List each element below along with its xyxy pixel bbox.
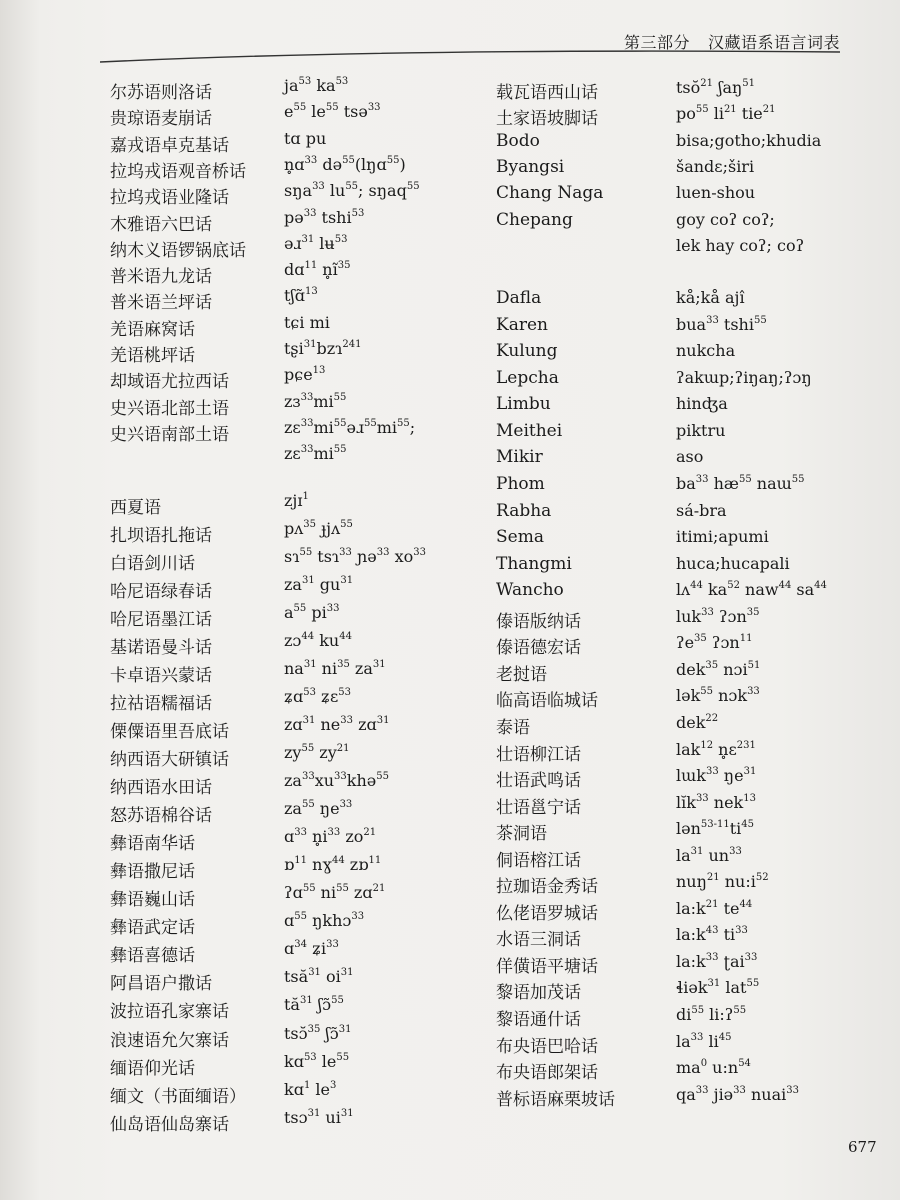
language-name: Wancho <box>496 580 564 601</box>
language-name: 傣语版纳话 <box>496 611 581 632</box>
language-name: 拉珈语金秀话 <box>496 877 598 898</box>
word-form: itimi;apumi <box>676 527 769 547</box>
word-form: $zɜ^{33}mi^{55}$ <box>284 391 347 411</box>
language-name: 傣语德宏话 <box>496 638 581 659</box>
word-form: tɕi mi <box>284 312 330 332</box>
language-name: 拉坞戎语观音桥话 <box>110 161 246 182</box>
word-form: ɒ$^{11}$ nɣ$^{44}$ zɒ$^{11}$ <box>284 855 382 875</box>
word-form: $na^{31}$ $ni^{35}$ $za^{31}$ <box>284 658 386 678</box>
language-name: Bodo <box>496 130 540 151</box>
language-name: 普标语麻栗坡话 <box>496 1089 615 1110</box>
language-name: 阿昌语户撒话 <box>110 974 212 995</box>
language-name: Thangmi <box>496 553 572 574</box>
word-form: lĭk$^{33}$ nek$^{13}$ <box>676 792 756 812</box>
language-name: 布央语郎架话 <box>496 1063 598 1084</box>
word-form: $za^{33}xu^{33}khə^{55}$ <box>284 771 389 790</box>
language-name: 载瓦语西山话 <box>496 83 598 103</box>
language-name: Karen <box>496 314 548 335</box>
language-name: 白语剑川话 <box>110 553 195 574</box>
language-name: 缅文（书面缅语） <box>110 1086 246 1107</box>
word-form: ɑ$^{33}$ $n̥i^{33}$ $zo^{21}$ <box>284 827 377 847</box>
language-name: 纳西语水田话 <box>110 778 212 798</box>
word-form: $ja^{53}$ $ka^{53}$ <box>284 76 349 95</box>
language-name: 基诺语曼斗话 <box>110 637 212 658</box>
word-form: sŋa$^{33}$ $lu^{55}$; sŋaq$^{55}$ <box>284 181 420 201</box>
language-name: 老挝语 <box>496 664 547 685</box>
language-name: 缅语仰光话 <box>110 1058 195 1079</box>
language-name: 拉坞戎语业隆话 <box>110 188 229 209</box>
word-form: lɯk$^{33}$ $ŋe^{31}$ <box>676 766 757 785</box>
word-form: $za^{31}$ $gu^{31}$ <box>284 574 354 594</box>
word-form: ʔakɯp;ʔiŋaŋ;ʔɔŋ <box>676 367 812 387</box>
word-form: sɿ$^{55}$ tsɿ$^{33}$ ɲə$^{33}$ $xo^{33}$ <box>284 546 426 566</box>
word-form: $la:k^{43}$ $ti^{33}$ <box>676 925 748 945</box>
word-form: ʔɑ$^{55}$ $ni^{55}$ zɑ$^{21}$ <box>284 883 386 903</box>
word-form: tʂi$^{31}$bzɿ$^{241}$ <box>284 339 362 358</box>
language-name: 贵琼语麦崩话 <box>110 109 212 130</box>
language-name: 羌语桃坪话 <box>110 346 195 366</box>
word-form: bua$^{33}$ tshi$^{55}$ <box>676 314 767 334</box>
word-form: aso <box>676 447 704 467</box>
language-name: Mikir <box>496 447 543 468</box>
word-form: $la:k^{21}$ $te^{44}$ <box>676 898 753 918</box>
word-form: zjɪ$^1$ <box>284 490 309 510</box>
word-form: huca;hucapali <box>676 553 790 573</box>
language-name: 波拉语孔家寨话 <box>110 1002 229 1023</box>
language-name: 木雅语六巴话 <box>110 214 212 235</box>
word-form: tsă$^{31}$ $oi^{31}$ <box>284 967 354 987</box>
language-name: 羌语麻窝话 <box>110 319 195 340</box>
word-form: $lən^{53-11}ti^{45}$ <box>676 819 754 839</box>
language-name: 史兴语南部土语 <box>110 424 229 445</box>
language-name: 扎坝语扎拖话 <box>110 525 212 546</box>
language-name: 侗语榕江话 <box>496 850 581 871</box>
word-form: $la^{31}$ $un^{33}$ <box>676 845 742 865</box>
language-name: 西夏语 <box>110 497 161 518</box>
word-form: $la^{33}$ $li^{45}$ <box>676 1031 732 1051</box>
word-form: tɑ pu <box>284 128 327 148</box>
language-name: 黎语加茂话 <box>496 983 581 1004</box>
language-name: 彝语武定话 <box>110 918 195 939</box>
header-title: 汉藏语系语言词表 <box>707 33 840 52</box>
word-form: goy coʔ coʔ; <box>676 209 775 229</box>
language-name: 佯僙语平塘话 <box>496 956 598 977</box>
language-name: Kulung <box>496 341 558 362</box>
language-name: 彝语喜德话 <box>110 946 195 967</box>
language-name: 却域语尤拉西话 <box>110 372 229 393</box>
word-form: lək$^{55}$ nɔk$^{33}$ <box>676 686 760 706</box>
word-form: lʌ$^{44}$ $ka^{52}$ naw$^{44}$ $sa^{44}$ <box>676 580 827 600</box>
word-form: šandɛ;širi <box>676 156 755 176</box>
word-form: $e^{55}$ $le^{55}$ tsə$^{33}$ <box>284 102 381 122</box>
word-form: $la:k^{33}$ ʈai$^{33}$ <box>676 951 758 971</box>
language-name: 仫佬语罗城话 <box>496 903 598 924</box>
word-form: zɑ$^{31}$ $ne^{33}$ zɑ$^{31}$ <box>284 714 390 734</box>
word-form: bisa;gotho;khudia <box>676 130 822 150</box>
word-form: $qa^{33}$ jiə$^{33}$ nuai$^{33}$ <box>676 1084 799 1104</box>
word-form: ɑ$^{34}$ ʑi$^{33}$ <box>284 939 339 959</box>
word-form: n̥ɑ$^{33}$ də$^{55}$(lŋɑ$^{55}$) <box>284 154 406 174</box>
word-form: zɔ$^{44}$ $ku^{44}$ <box>284 630 352 650</box>
word-form: pʌ$^{35}$ ɟjʌ$^{55}$ <box>284 518 353 538</box>
word-form: lek hay coʔ; coʔ <box>676 235 805 255</box>
language-name: Limbu <box>496 394 551 415</box>
word-form: pə$^{33}$ tshi$^{53}$ <box>284 207 365 227</box>
word-form: ʑɑ$^{53}$ ʑɛ$^{53}$ <box>284 686 352 706</box>
word-form: $ba^{33}$ $hæ^{55}$ naɯ$^{55}$ <box>676 473 805 493</box>
language-name: 尔苏语则洛话 <box>110 83 212 103</box>
language-name: 普米语九龙话 <box>110 267 212 288</box>
language-name: 壮语武鸣话 <box>496 771 581 791</box>
word-form: $a^{55}$ $pi^{33}$ <box>284 602 340 622</box>
word-form: piktru <box>676 420 726 440</box>
language-name: 泰语 <box>496 717 530 738</box>
language-name: Rabha <box>496 500 552 521</box>
language-name: 傈僳语里吾底话 <box>110 721 229 742</box>
word-form: tsŏ$^{21}$ ʃaŋ$^{51}$ <box>676 78 756 97</box>
word-form: hinʤa <box>676 394 728 414</box>
word-form: pɕe$^{13}$ <box>284 365 326 385</box>
language-name: Chang Naga <box>496 183 604 204</box>
language-name: 黎语通什话 <box>496 1010 581 1030</box>
word-form: dek$^{35}$ nɔi$^{51}$ <box>676 659 761 679</box>
language-name: 哈尼语绿春话 <box>110 581 212 602</box>
word-form: ɬiək$^{31}$ lat$^{55}$ <box>676 978 760 998</box>
language-name: 临高语临城话 <box>496 691 598 712</box>
word-form: tʃɑ̃$^{13}$ <box>284 286 318 306</box>
language-name: Meithei <box>496 420 563 441</box>
word-form: dɑ$^{11}$ $n̥ĩ^{35}$ <box>284 260 351 280</box>
language-name: 土家语坡脚话 <box>496 109 598 130</box>
word-form: $ma^0$ $u:n^{54}$ <box>676 1058 751 1078</box>
word-form: $tă^{31}$ ʃɔ̃$^{55}$ <box>284 995 344 1015</box>
word-form: $zɛ^{33}mi^{55}əɹ^{55}mi^{55}$; <box>284 417 416 437</box>
word-form: kå;kå ajî <box>676 288 745 308</box>
language-name: 卡卓语兴蒙话 <box>110 665 212 686</box>
language-name: 彝语南华话 <box>110 834 195 855</box>
language-name: 哈尼语墨江话 <box>110 609 212 630</box>
language-name: Lepcha <box>496 367 559 388</box>
language-name: Phom <box>496 473 545 494</box>
language-name: 水语三洞话 <box>496 930 581 951</box>
language-name: 浪速语允欠寨话 <box>110 1030 229 1051</box>
language-name: 壮语邕宁话 <box>496 797 581 818</box>
language-name: 普米语兰坪话 <box>110 293 212 314</box>
word-form: nukcha <box>676 341 736 361</box>
word-form: tsɔ$^{31}$ $ui^{31}$ <box>284 1107 354 1127</box>
word-form: kɑ$^1$ $le^3$ <box>284 1079 337 1099</box>
word-form: əɹ$^{31}$ lʉ$^{53}$ <box>284 233 348 253</box>
language-name: Chepang <box>496 209 573 230</box>
word-form: luk$^{33}$ ʔɔn$^{35}$ <box>676 606 760 626</box>
header-rule <box>100 46 840 64</box>
language-name: 史兴语北部土语 <box>110 398 229 419</box>
language-name: 纳木义语锣锅底话 <box>110 240 246 261</box>
word-form: ʔe$^{35}$ ʔɔn$^{11}$ <box>676 633 753 653</box>
word-form: nuŋ$^{21}$ $nu:i^{52}$ <box>676 872 769 892</box>
language-name: 纳西语大研镇话 <box>110 750 229 770</box>
word-form: $di^{55}$ li:ʔ$^{55}$ <box>676 1005 747 1024</box>
word-form: dek$^{22}$ <box>676 712 719 732</box>
language-name: 布央语巴哈话 <box>496 1036 598 1057</box>
language-name: Sema <box>496 527 544 548</box>
header-part: 第三部分 <box>623 33 690 52</box>
word-form: $zy^{55}$ $zy^{21}$ <box>284 743 350 762</box>
language-name: Byangsi <box>496 156 565 177</box>
language-name: 彝语巍山话 <box>110 890 195 911</box>
word-form: kɑ$^{53}$ $le^{55}$ <box>284 1051 350 1071</box>
language-name: 彝语撒尼话 <box>110 862 195 883</box>
word-form: $po^{55}$ $li^{21}$ tie$^{21}$ <box>676 104 776 124</box>
language-name: 仙岛语仙岛寨话 <box>110 1114 229 1135</box>
word-form: $za^{55}$ $ŋe^{33}$ <box>284 799 353 818</box>
language-name: Dafla <box>496 288 542 309</box>
word-form: lak$^{12}$ n̥ɛ$^{231}$ <box>676 739 756 759</box>
page-number: 677 <box>848 1138 877 1156</box>
language-name: 嘉戎语卓克基话 <box>110 135 229 156</box>
word-form: $zɛ^{33}mi^{55}$ <box>284 444 347 464</box>
language-name: 壮语柳江话 <box>496 744 581 765</box>
language-name: 怒苏语棉谷话 <box>110 806 212 826</box>
word-form: sá-bra <box>676 500 727 520</box>
word-form: tsɔ̆$^{35}$ ʃɔ̃$^{31}$ <box>284 1023 352 1043</box>
word-form: ɑ$^{55}$ ŋkhɔ$^{33}$ <box>284 911 365 931</box>
language-name: 茶洞语 <box>496 824 547 845</box>
word-form: luen-shou <box>676 183 756 203</box>
language-name: 拉祜语糯福话 <box>110 693 212 714</box>
